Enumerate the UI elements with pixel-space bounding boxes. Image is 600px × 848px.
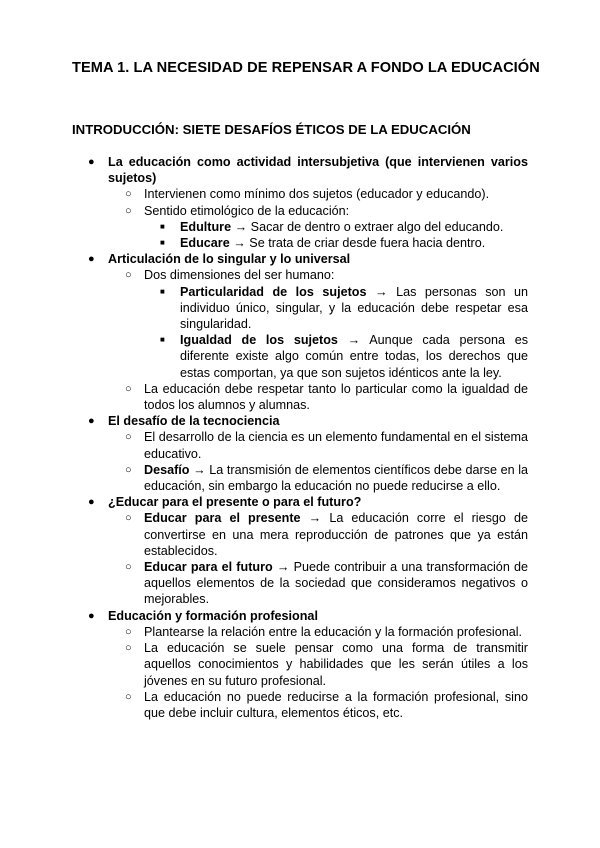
document-title: TEMA 1. LA NECESIDAD DE REPENSAR A FONDO LA EDUCACIÓN — [72, 60, 540, 76]
point-text: La educación no puede reducirse a la formación profesional, sino que debe incluir cultura, elementos éticos, etc. — [144, 689, 528, 720]
point-item — [125, 267, 529, 380]
point-item — [125, 510, 528, 559]
point-item — [125, 624, 528, 640]
section-heading: ¿Educar para el presente o para el futuro? — [108, 495, 362, 510]
point-text: La educación se suele pensar como una forma de transmitir aquellos conocimientos y habilidades que les serán útiles a los jóvenes en su futuro profesional. — [144, 641, 528, 688]
circle-bullet-icon: ○ — [125, 561, 132, 574]
point-text: Plantearse la relación entre la educación y la formación profesional. — [144, 624, 523, 639]
section-list — [0, 154, 600, 721]
section-points — [108, 510, 528, 607]
square-bullet-icon: ■ — [160, 335, 165, 345]
circle-bullet-icon: ○ — [125, 690, 132, 703]
subpoint-list — [144, 284, 528, 381]
circle-bullet-icon: ○ — [125, 642, 132, 655]
disc-bullet-icon: ● — [88, 156, 95, 168]
section-item — [88, 413, 528, 494]
section-heading: Articulación de lo singular y lo universal — [108, 252, 351, 267]
point-item — [125, 640, 528, 689]
subpoint-item — [160, 284, 529, 333]
section-item — [88, 251, 529, 413]
disc-bullet-icon: ● — [88, 415, 95, 428]
point-item — [125, 381, 528, 413]
subpoint-item — [160, 332, 528, 381]
circle-bullet-icon: ○ — [125, 269, 132, 282]
square-bullet-icon: ■ — [160, 221, 165, 231]
circle-bullet-icon: ○ — [125, 204, 132, 217]
disc-bullet-icon: ● — [88, 253, 95, 266]
subpoint-term: Igualdad de los sujetos — [180, 333, 338, 348]
circle-bullet-icon: ○ — [125, 463, 132, 476]
point-term: Educar para el futuro — [144, 560, 273, 575]
circle-bullet-icon: ○ — [125, 382, 132, 395]
disc-bullet-icon: ● — [88, 496, 95, 509]
section-heading: Educación y formación profesional — [108, 608, 318, 623]
point-text: → La transmisión de elementos científicos debe darse en la educación, sin embargo la educación no puede reducirse a ello. — [144, 462, 528, 494]
circle-bullet-icon: ○ — [125, 188, 132, 201]
subpoint-item — [160, 219, 528, 235]
point-text: → Puede contribuir a una transformación de aquellos elementos de la sociedad que consideramos negativos o mejorables. — [144, 560, 528, 607]
point-text: Intervienen como mínimo dos sujetos (educador y educando). — [144, 187, 490, 202]
subpoint-term: Educare — [180, 236, 230, 251]
point-item — [125, 462, 528, 494]
section-points — [108, 624, 528, 721]
point-text: Sentido etimológico de la educación: — [144, 203, 350, 218]
subpoint-item — [160, 235, 528, 251]
circle-bullet-icon: ○ — [125, 431, 132, 444]
section-points — [108, 429, 528, 494]
section-heading: El desafío de la tecnociencia — [108, 414, 280, 429]
point-item — [125, 689, 528, 721]
subpoint-term: Particularidad de los sujetos — [180, 284, 367, 299]
point-term: Desafío — [144, 462, 190, 477]
subpoint-text: → Sacar de dentro o extraer algo del educando. — [231, 219, 504, 234]
subpoint-text: → Las personas son un individuo único, singular, y la educación debe respetar esa singularidad. — [180, 284, 529, 332]
subpoint-text: → Se trata de criar desde fuera hacia dentro. — [229, 236, 486, 251]
point-item — [125, 429, 528, 461]
document-subtitle: INTRODUCCIÓN: SIETE DESAFÍOS ÉTICOS DE LA EDUCACIÓN — [72, 122, 471, 137]
square-bullet-icon: ■ — [160, 286, 165, 296]
disc-bullet-icon: ● — [88, 609, 95, 622]
point-text: La educación debe respetar tanto lo particular como la igualdad de todos los alumnos y alumnas. — [144, 381, 528, 413]
section-points — [108, 267, 528, 413]
subpoint-term: Edulture — [180, 219, 232, 234]
circle-bullet-icon: ○ — [125, 512, 132, 525]
section-heading: La educación como actividad intersubjetiva (que intervienen varios sujetos) — [108, 155, 528, 186]
point-item — [125, 203, 528, 252]
subpoint-text: → Aunque cada persona es diferente existe algo común entre todas, los derechos que estas comportan, ya que son sujetos idénticos ante la ley. — [180, 333, 528, 380]
point-term: Educar para el presente — [144, 511, 301, 526]
point-text: Dos dimensiones del ser humano: — [144, 268, 335, 283]
section-points — [108, 186, 528, 251]
circle-bullet-icon: ○ — [125, 625, 132, 638]
point-text: → La educación corre el riesgo de convertirse en una mera reproducción de patrones que ya están establecidos. — [144, 511, 528, 558]
section-item — [88, 494, 528, 607]
section-item — [88, 154, 528, 251]
square-bullet-icon: ■ — [160, 238, 165, 248]
subpoint-list — [144, 219, 528, 251]
section-item — [88, 608, 528, 721]
point-item — [125, 186, 528, 202]
document-body — [0, 154, 600, 721]
point-item — [125, 559, 528, 608]
point-text: El desarrollo de la ciencia es un elemento fundamental en el sistema educativo. — [144, 430, 528, 461]
